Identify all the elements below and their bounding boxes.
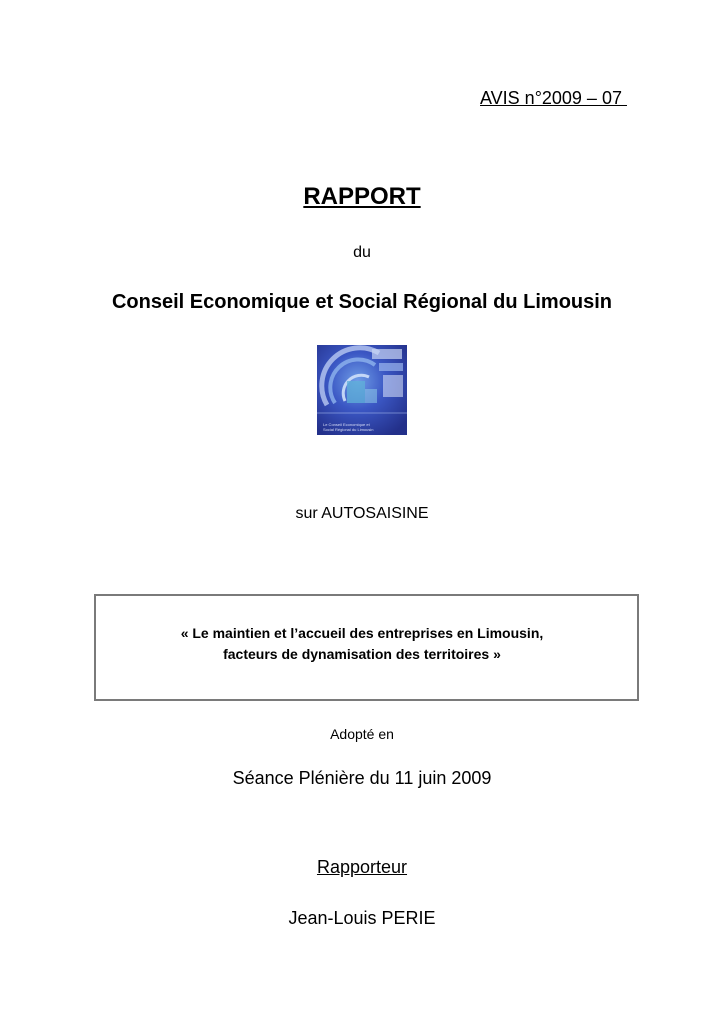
council-name: Conseil Economique et Social Régional du Limousin bbox=[111, 291, 613, 313]
subject-line: facteurs de dynamisation des territoires » bbox=[223, 646, 501, 662]
council-logo bbox=[317, 345, 407, 435]
du-label: du bbox=[353, 244, 371, 261]
logo-text: Social Régional du Limousin bbox=[323, 427, 374, 432]
rapporteur-heading: Rapporteur bbox=[316, 857, 408, 877]
autosaisine-label: sur AUTOSAISINE bbox=[295, 505, 429, 522]
document-title: RAPPORT bbox=[303, 183, 421, 210]
logo-text: Le Conseil Economique et bbox=[323, 422, 370, 427]
rapporteur-name: Jean-Louis PERIE bbox=[288, 908, 436, 928]
adopted-label: Adopté en bbox=[330, 726, 394, 742]
avis-number: AVIS n°2009 – 07 bbox=[480, 88, 627, 108]
subject-line: « Le maintien et l’accueil des entreprises en Limousin, bbox=[180, 625, 544, 641]
session-date: Séance Plénière du 11 juin 2009 bbox=[232, 768, 492, 788]
